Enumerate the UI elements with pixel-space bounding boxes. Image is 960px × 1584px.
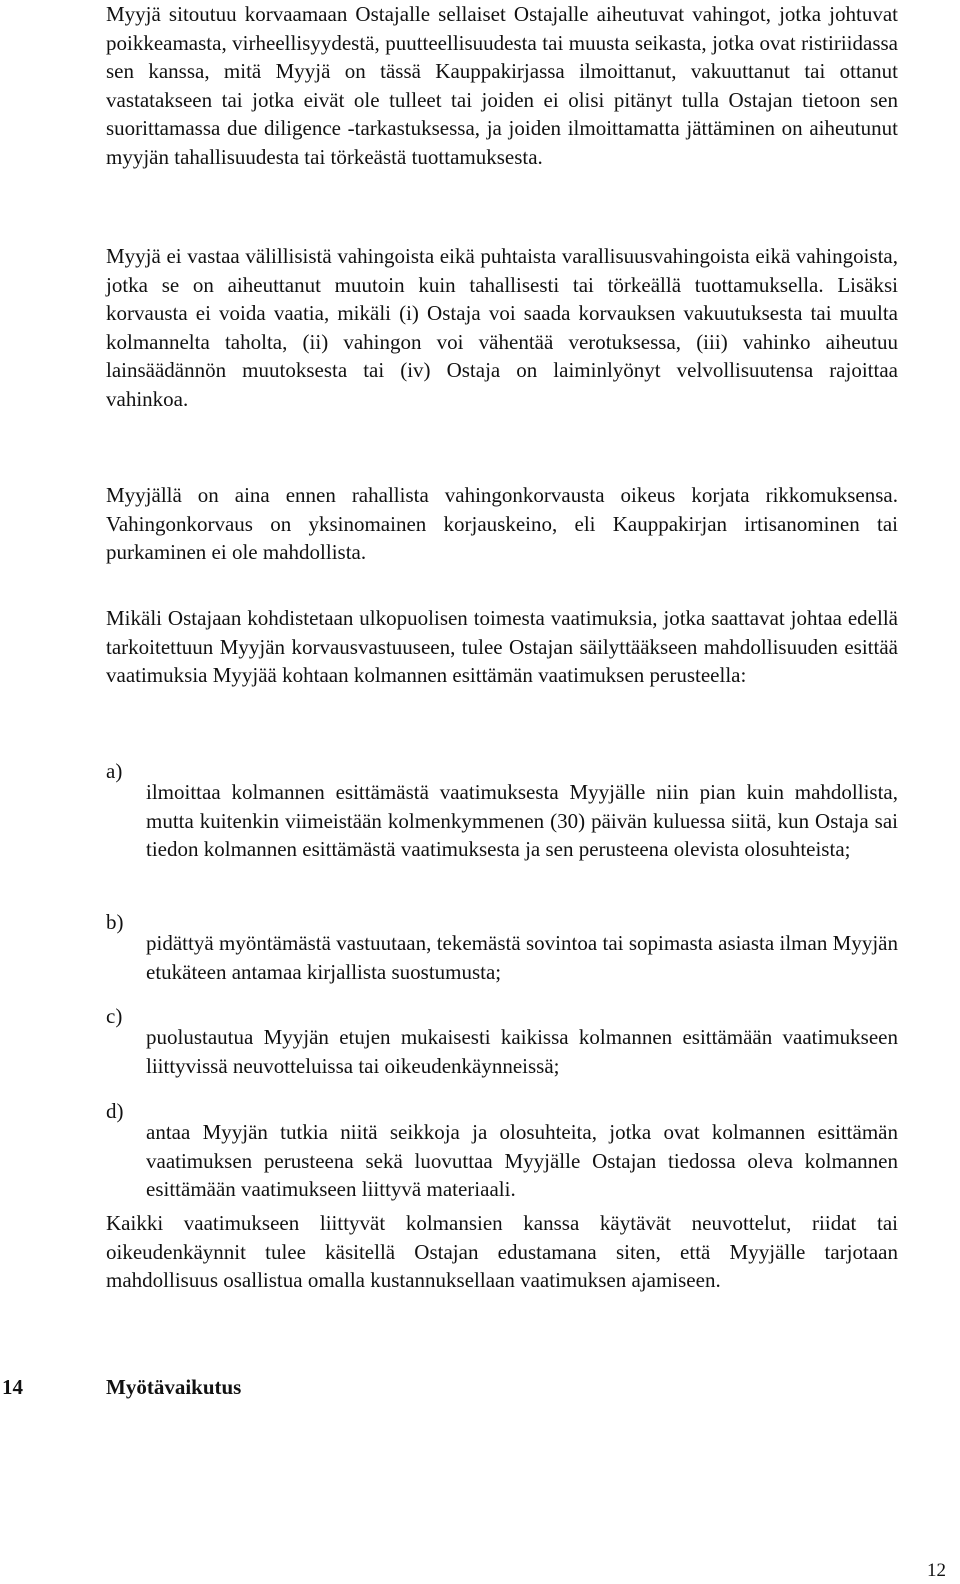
list-item-text: puolustautua Myyjän etujen mukaisesti kaikissa kolmannen esittämään vaatimukseen liittyvissä neuvotteluissa tai oikeudenkäynneissä;: [146, 1025, 898, 1078]
list-item: [106, 757, 898, 885]
list-marker: b): [106, 910, 124, 934]
section-number: 14: [2, 1375, 23, 1399]
list-item: [106, 908, 898, 1007]
paragraph-third-party-claims: Mikäli Ostajaan kohdistetaan ulkopuolisen toimesta vaatimuksia, jotka saattavat johtaa edellä tarkoitettuun Myyjän korvausvastuuseen, tulee Ostajan säilyttääkseen mahdollisuuden esittää vaatimuksia Myyjää kohtaan kolmannen esittämän vaatimuksen perusteella:: [106, 606, 898, 688]
list-item-text: pidättyä myöntämästä vastuutaan, tekemästä sovintoa tai sopimasta asiasta ilman Myyjän etukäteen antamaa kirjallista suostumusta;: [146, 931, 898, 984]
page-number: 12: [927, 1560, 946, 1581]
paragraph-negotiations: Kaikki vaatimukseen liittyvät kolmansien kanssa käytävät neuvottelut, riidat tai oikeudenkäynnit tulee käsitellä Ostajan edustamana siten, että Myyjälle tarjotaan mahdollisuus osallistua omalla kustannuksellaan vaatimuksen ajamiseen.: [106, 1211, 898, 1293]
list-marker: c): [106, 1004, 123, 1028]
list-item: [106, 1002, 898, 1101]
list-item-text: ilmoittaa kolmannen esittämästä vaatimuksesta Myyjälle niin pian kuin mahdollista, mutta kuitenkin viimeistään kolmenkymmenen (30) päivän kuluessa siitä, kun Ostaja sai tiedon kolmannen esittämästä vaatimuksesta ja sen perusteena olevista olosuhteista;: [146, 780, 898, 862]
paragraph-liability-scope: Myyjä sitoutuu korvaamaan Ostajalle sellaiset Ostajalle aiheutuvat vahingot, jotka johtuvat poikkeamasta, virheellisyydestä, puutteellisuudesta tai muusta seikasta, jotka ovat ristiriidassa sen kanssa, mitä Myyjä on tässä Kauppakirjassa ilmoittanut, vakuuttanut tai ottanut vastatakseen tai jotka eivät ole tulleet tai joiden ei olisi pitänyt tulla Ostajan tietoon sen suorittamassa due diligence -tarkastuksessa, ja joiden ilmoittamatta jättäminen on aiheutunut myyjän tahallisuudesta tai törkeästä tuottamuksesta.: [106, 2, 898, 169]
section-title: Myötävaikutus: [106, 1375, 242, 1399]
list-marker: d): [106, 1099, 124, 1123]
list-item-text: antaa Myyjän tutkia niitä seikkoja ja olosuhteita, jotka ovat kolmannen esittämän vaatimuksen perusteena sekä luovuttaa Myyjälle Ostajan tiedossa oleva kolmannen esittämään vaatimukseen liittyvä materiaali.: [146, 1120, 898, 1202]
list-item: [106, 1097, 898, 1225]
list-marker: a): [106, 759, 123, 783]
paragraph-right-to-remedy: Myyjällä on aina ennen rahallista vahingonkorvausta oikeus korjata rikkomuksensa. Vahingonkorvaus on yksinomainen korjauskeino, eli Kauppakirjan irtisanominen tai purkaminen ei ole mahdollista.: [106, 483, 898, 565]
paragraph-liability-exclusions: Myyjä ei vastaa välillisistä vahingoista eikä puhtaista varallisuusvahingoista eikä vahingoista, jotka se on aiheuttanut muutoin kuin tahallisesti tai törkeällä tuottamuksella. Lisäksi korvausta ei voida vaatia, mikäli (i) Ostaja voi saada korvauksen vakuutuksesta tai muulta kolmannelta taholta, (ii) vahingon voi vähentää verotuksessa, (iii) vahinko aiheutuu lainsäädännön muutoksesta tai (iv) Ostaja on laiminlyönyt velvollisuutensa rajoittaa vahinkoa.: [106, 244, 898, 411]
